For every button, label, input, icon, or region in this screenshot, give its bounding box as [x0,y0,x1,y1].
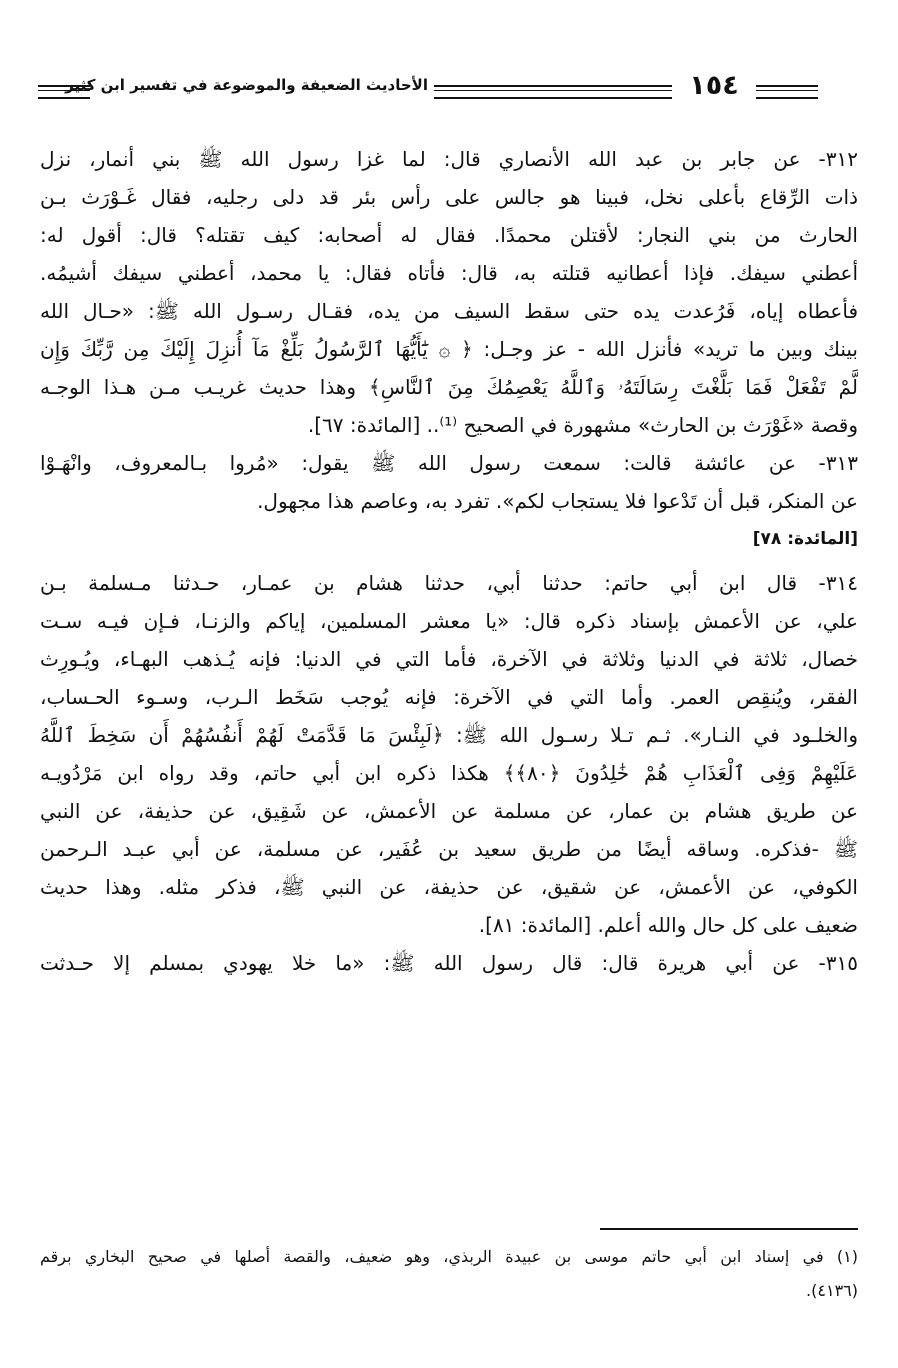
text-line: وقصة «غَوْرَث بن الحارث» مشهورة في الصحيح ⁽¹⁾.. [المائدة: ٦٧]. [307,413,858,437]
text-line: عن طريق هشام بن عمار، عن مسلمة عن الأعمش، عن شَقِيق، عن حذيفة، عن النبي [40,799,858,823]
surah-citation: [المائدة: ٧٨] [752,529,858,549]
text-line: ٣١٢- عن جابر بن عبد الله الأنصاري قال: لما غزا رسول الله ﷺ بني أنمار، نزل [40,147,858,171]
footnote-line: (١) في إسناد ابن أبي حاتم موسى بن عبيدة الربذي، وهو ضعيف، والقصة أصلها في صحيح البخاري برقم [40,1247,858,1266]
header-ornament-rule-middle [434,85,672,99]
text-line: خصال، ثلاثة في الدنيا وثلاثة في الآخرة، فأما التي في الدنيا: فإنه يُـذهب البهـاء، ويُـورِث [40,647,858,671]
footnotes [40,1240,858,1308]
text-line: ﷺ -فذكره. وساقه أيضًا من طريق سعيد بن عُفَير، عن مسلمة، عن أبي عبـد الـرحمن [40,837,858,861]
text-line: فأعطاه إياه، فَرُعدت يده حتى سقط السيف من يده، فقـال رسـول الله ﷺ: «حـال الله [40,299,858,323]
text-line: ٣١٤- قال ابن أبي حاتم: حدثنا أبي، حدثنا هشام بن عمـار، حـدثنا مـسلمة بـن [40,571,858,595]
text-line: الفقر، ويُنقِص العمر. وأما التي في الآخرة: فإنه يُوجب سَخَط الـرب، وسـوء الحـساب، [40,685,858,709]
main-text [40,140,858,982]
page-number: ١٥٤ [689,70,739,101]
footnote-divider [600,1228,858,1230]
text-line: الكوفي، عن الأعمش، عن شقيق، عن حذيفة، عن النبي ﷺ، فذكر مثله. وهذا حديث [40,875,858,899]
text-line: والخلـود في النـار». ثـم تـلا رسـول الله ﷺ: ﴿لَبِئْسَ مَا قَدَّمَتْ لَهُمْ أَنفُسُهُمْ أَن سَخِطَ ٱللَّهُ [40,723,858,747]
text-line: عن المنكر، قبل أن تَدْعوا فلا يستجاب لكم». تفرد به، وعاصم هذا مجهول. [257,489,858,513]
text-line: لَّمْ تَفْعَلْ فَمَا بَلَّغْتَ رِسَالَتَهُۥ وَٱللَّهُ يَعْصِمُكَ مِنَ ٱلنَّاسِ﴾ وهذا حديث غريـب مـن هـذا الوجـه [40,375,858,399]
page-header [38,72,818,112]
header-ornament-rule-right [756,85,818,99]
footnote-line: (٤١٣٦). [806,1281,858,1300]
hadith-entry-314 [40,564,858,944]
text-line: عَلَيْهِمْ وَفِى ٱلْعَذَابِ هُمْ خَٰلِدُونَ ﴿٨٠﴾﴾ هكذا ذكره ابن أبي حاتم، وقد رواه ابن مَرْدُويـه [40,761,858,785]
hadith-entry-312 [40,140,858,444]
text-line: بينك وبين ما تريد» فأنزل الله - عز وجـل: ﴿ ۞ يَٰٓأَيُّهَا ٱلرَّسُولُ بَلِّغْ مَآ أُنزِلَ إِلَيْكَ مِن رَّبِّكَ وَإِن [40,337,858,361]
text-line: أعطني سيفك. فإذا أعطانيه قتلته به، قال: فأتاه فقال: يا محمد، أعطني سيفك أشيمُه. [40,261,858,285]
running-title: الأحاديث الضعيفة والموضوعة في تفسير ابن كثير [65,76,428,94]
text-line: ٣١٣- عن عائشة قالت: سمعت رسول الله ﷺ يقول: «مُروا بـالمعروف، وانْهَـوْا [40,451,858,475]
text-line: ٣١٥- عن أبي هريرة قال: قال رسول الله ﷺ: «ما خلا يهودي بمسلم إلا حـدثت [40,951,858,975]
text-line: ذات الرِّقاع بأعلى نخل، فبينا هو جالس على رأس بئر قد دلى رجليه، فقال غَـوْرَث بـن [40,185,858,209]
hadith-entry-315 [40,944,858,982]
text-line: ضعيف على كل حال والله أعلم. [المائدة: ٨١]. [478,913,858,937]
text-line: علي، عن الأعمش بإسناد ذكره قال: «يا معشر المسلمين، إياكم والزنـا، فـإن فيـه سـت [40,609,858,633]
text-line: الحارث من بني النجار: لأقتلن محمدًا. فقال له أصحابه: كيف تقتله؟ قال: أقول له: [40,223,858,247]
hadith-entry-313 [40,444,858,564]
